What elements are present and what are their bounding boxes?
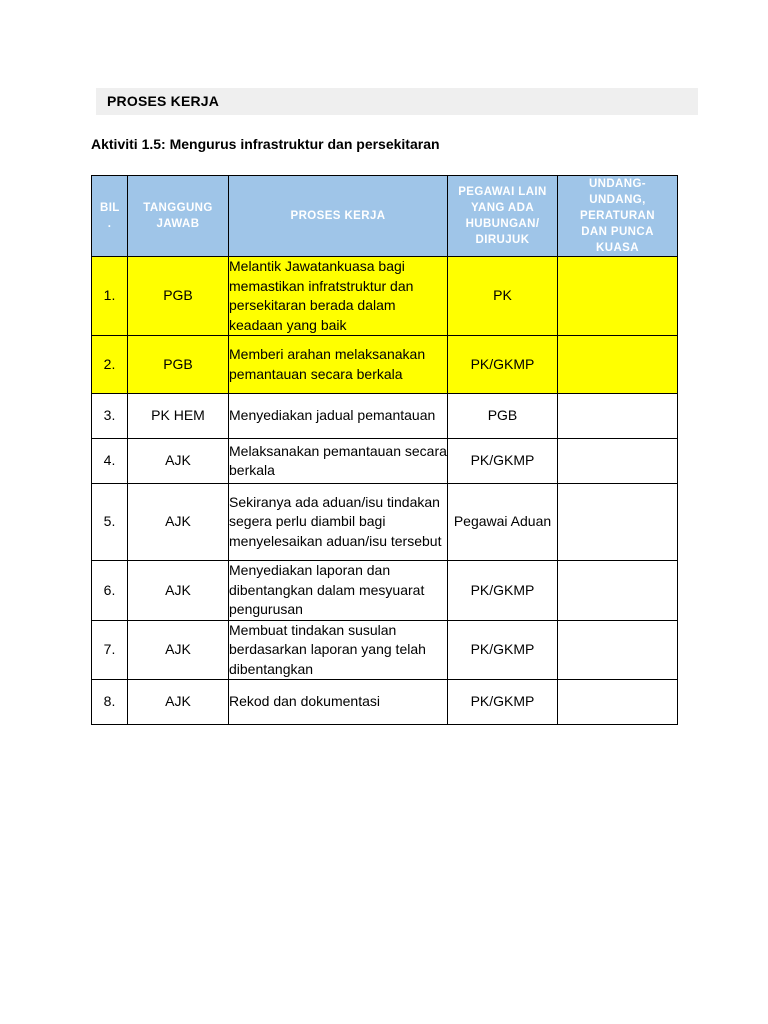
table-body — [92, 257, 678, 725]
cell-pegawai: PK — [448, 257, 558, 336]
cell-bil: 6. — [92, 561, 128, 621]
table-row — [92, 394, 678, 439]
cell-undang-undang — [558, 439, 678, 484]
cell-proses-kerja: Melantik Jawatankuasa bagi memastikan infratstruktur dan persekitaran berada dalam keadaan yang baik — [229, 257, 448, 336]
process-table — [91, 175, 678, 725]
section-header-bar — [96, 88, 698, 115]
header-bil: BIL . — [92, 176, 128, 257]
cell-undang-undang — [558, 336, 678, 394]
cell-undang-undang — [558, 257, 678, 336]
table-row — [92, 439, 678, 484]
cell-tanggung-jawab: PK HEM — [128, 394, 229, 439]
cell-tanggung-jawab: AJK — [128, 680, 229, 725]
cell-undang-undang — [558, 484, 678, 561]
activity-title: Aktiviti 1.5: Mengurus infrastruktur dan persekitaran — [91, 136, 440, 152]
cell-pegawai: Pegawai Aduan — [448, 484, 558, 561]
cell-bil: 5. — [92, 484, 128, 561]
cell-proses-kerja: Rekod dan dokumentasi — [229, 680, 448, 725]
cell-tanggung-jawab: AJK — [128, 620, 229, 680]
cell-pegawai: PK/GKMP — [448, 439, 558, 484]
cell-proses-kerja: Sekiranya ada aduan/isu tindakan segera perlu diambil bagi menyelesaikan aduan/isu tersebut — [229, 484, 448, 561]
cell-undang-undang — [558, 394, 678, 439]
header-pegawai-lain: PEGAWAI LAIN YANG ADA HUBUNGAN/ DIRUJUK — [448, 176, 558, 257]
section-title: PROSES KERJA — [107, 93, 220, 109]
table-row — [92, 620, 678, 680]
cell-pegawai: PK/GKMP — [448, 561, 558, 621]
cell-tanggung-jawab: PGB — [128, 257, 229, 336]
header-tanggung-jawab: TANGGUNG JAWAB — [128, 176, 229, 257]
cell-bil: 8. — [92, 680, 128, 725]
cell-undang-undang — [558, 680, 678, 725]
cell-bil: 1. — [92, 257, 128, 336]
table-row — [92, 561, 678, 621]
table-row — [92, 680, 678, 725]
cell-tanggung-jawab: AJK — [128, 484, 229, 561]
cell-proses-kerja: Melaksanakan pemantauan secara berkala — [229, 439, 448, 484]
cell-pegawai: PK/GKMP — [448, 336, 558, 394]
cell-proses-kerja: Memberi arahan melaksanakan pemantauan secara berkala — [229, 336, 448, 394]
cell-proses-kerja: Menyediakan jadual pemantauan — [229, 394, 448, 439]
table-header-row — [92, 176, 678, 257]
cell-tanggung-jawab: AJK — [128, 561, 229, 621]
cell-bil: 3. — [92, 394, 128, 439]
table-row — [92, 336, 678, 394]
cell-tanggung-jawab: PGB — [128, 336, 229, 394]
cell-bil: 4. — [92, 439, 128, 484]
cell-proses-kerja: Membuat tindakan susulan berdasarkan laporan yang telah dibentangkan — [229, 620, 448, 680]
cell-pegawai: PK/GKMP — [448, 680, 558, 725]
cell-undang-undang — [558, 620, 678, 680]
cell-undang-undang — [558, 561, 678, 621]
header-proses-kerja: PROSES KERJA — [229, 176, 448, 257]
cell-pegawai: PK/GKMP — [448, 620, 558, 680]
table-row — [92, 484, 678, 561]
table-row — [92, 257, 678, 336]
cell-tanggung-jawab: AJK — [128, 439, 229, 484]
cell-pegawai: PGB — [448, 394, 558, 439]
cell-bil: 2. — [92, 336, 128, 394]
header-undang-undang: UNDANG-UNDANG, PERATURAN DAN PUNCA KUASA — [558, 176, 678, 257]
cell-bil: 7. — [92, 620, 128, 680]
cell-proses-kerja: Menyediakan laporan dan dibentangkan dalam mesyuarat pengurusan — [229, 561, 448, 621]
